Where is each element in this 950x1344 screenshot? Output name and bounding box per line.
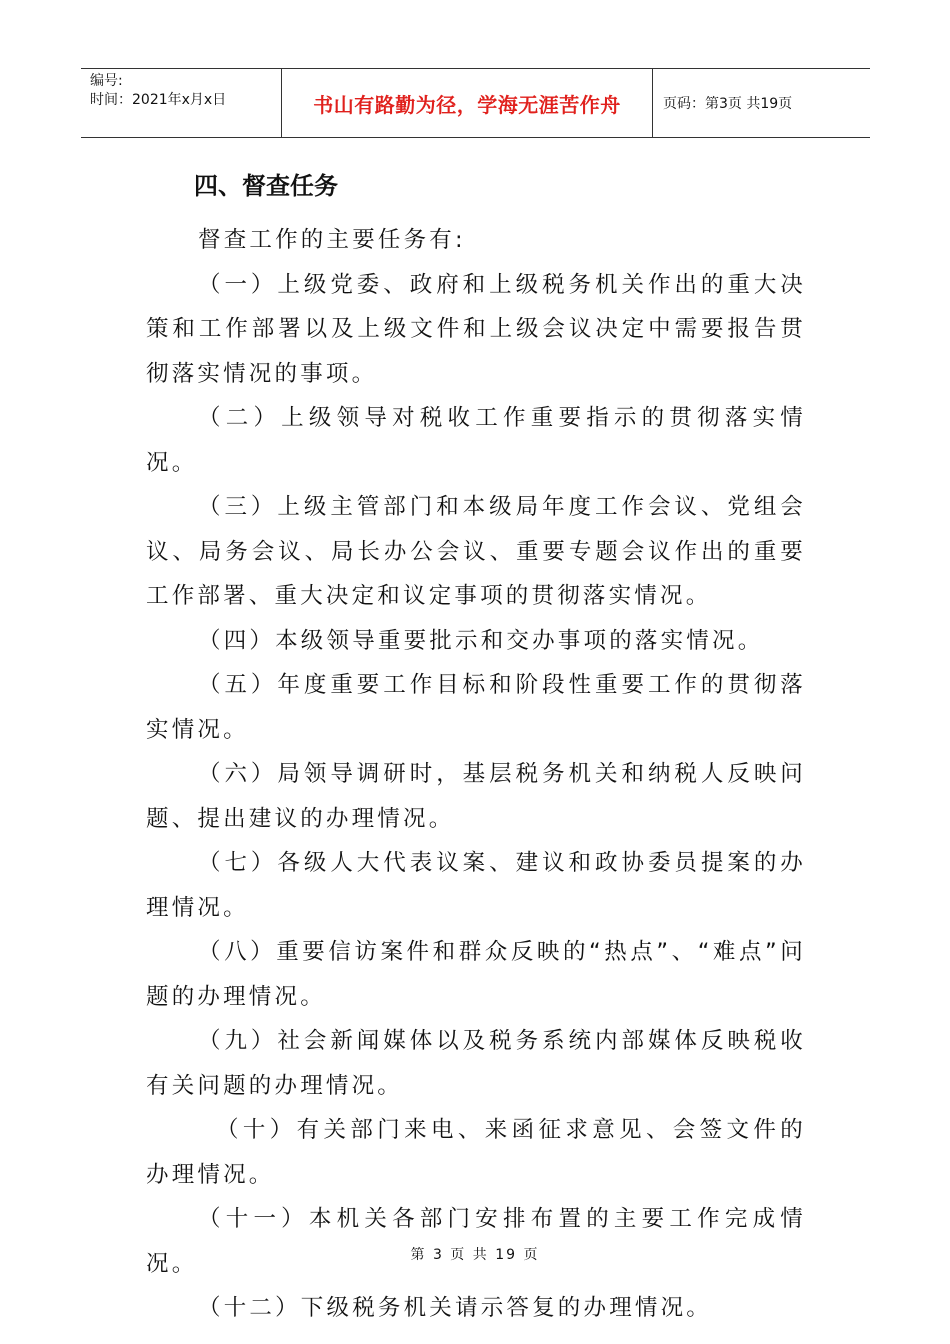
task-item-12: （十二）下级税务机关请示答复的办理情况。 — [198, 1295, 713, 1321]
page-code: 页码：第3页 共19页 — [663, 96, 793, 112]
section-title: 四、督查任务 — [194, 172, 338, 200]
task-item-4: （四）本级领导重要批示和交办事项的落实情况。 — [198, 627, 764, 654]
header-page-cell — [653, 69, 870, 137]
section-intro: 督查工作的主要任务有: — [198, 227, 466, 253]
task-item-5: （五）年度重要工作目标和阶段性重要工作的贯彻落实情况。 — [146, 672, 806, 743]
task-item-1: （一）上级党委、政府和上级税务机关作出的重大决策和工作部署以及上级文件和上级会议决定中需要报告贯彻落实情况的事项。 — [146, 271, 806, 387]
motto-text: 书山有路勤为径，学海无涯苦作舟 — [313, 92, 621, 117]
task-item-3: （三）上级主管部门和本级局年度工作会议、党组会议、局务会议、局长办公会议、重要专题会议作出的重要工作部署、重大决定和议定事项的贯彻落实情况。 — [146, 494, 806, 609]
task-item-10: （十）有关部门来电、来函征求意见、会签文件的办理情况。 — [146, 1117, 806, 1188]
number-label: 编号: — [90, 73, 123, 89]
time-label: 时间：2021年x月x日 — [90, 92, 227, 108]
task-item-8: （八）重要信访案件和群众反映的“热点”、“难点”问题的办理情况。 — [146, 939, 806, 1010]
task-item-9: （九）社会新闻媒体以及税务系统内部媒体反映税收有关问题的办理情况。 — [146, 1028, 806, 1099]
task-item-11: （十一）本机关各部门安排布置的主要工作完成情况。 — [146, 1206, 806, 1277]
task-item-2: （二）上级领导对税收工作重要指示的贯彻落实情况。 — [146, 405, 806, 476]
header-meta-cell — [81, 69, 282, 137]
page-footer: 第 3 页 共 19 页 — [410, 1247, 540, 1263]
task-item-7: （七）各级人大代表议案、建议和政协委员提案的办理情况。 — [146, 850, 806, 921]
task-item-6: （六）局领导调研时，基层税务机关和纳税人反映问题、提出建议的办理情况。 — [146, 761, 806, 832]
document-header — [81, 68, 870, 138]
header-motto-cell — [282, 69, 653, 137]
document-body — [146, 164, 806, 1331]
